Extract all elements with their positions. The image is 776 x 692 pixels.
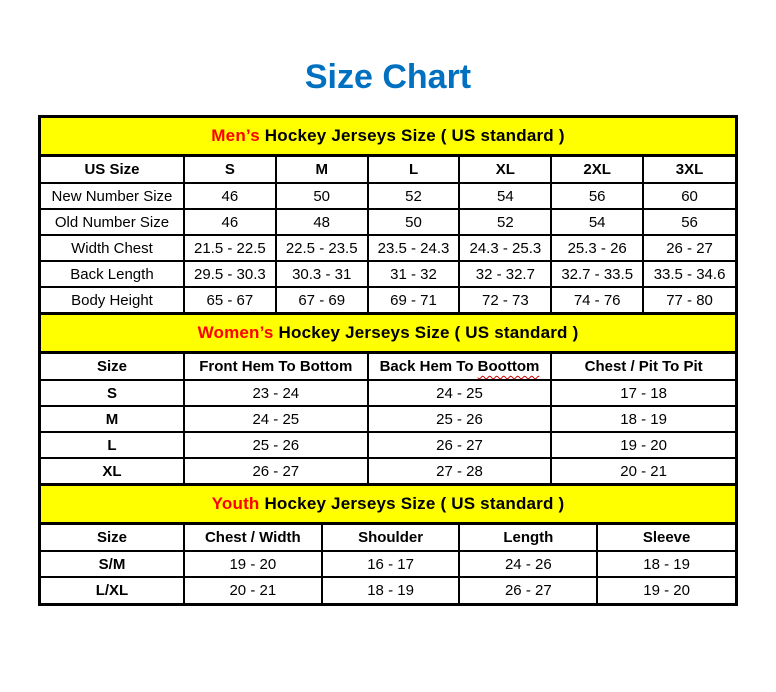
mens-column-header: 2XL: [551, 157, 643, 183]
youth-section-title: [41, 485, 735, 525]
size-cell: 46: [184, 183, 276, 209]
womens-section: [41, 314, 735, 485]
womens-section-title: [41, 314, 735, 354]
womens-size-table: [41, 354, 735, 485]
section-title-highlight: Women’s: [197, 323, 274, 342]
size-chart: [38, 115, 738, 606]
size-cell: 50: [368, 209, 460, 235]
youth-column-header: Size: [41, 525, 184, 551]
womens-row-label: M: [41, 406, 184, 432]
size-cell: 26 - 27: [459, 577, 597, 603]
size-cell: 52: [459, 209, 551, 235]
column-header-row: [41, 354, 735, 380]
size-cell: 23 - 24: [184, 380, 368, 406]
size-cell: 60: [643, 183, 735, 209]
size-cell: 33.5 - 34.6: [643, 261, 735, 287]
mens-column-header: US Size: [41, 157, 184, 183]
table-row: [41, 261, 735, 287]
page-title: Size Chart: [304, 58, 472, 96]
table-row: [41, 577, 735, 603]
youth-column-header: Sleeve: [597, 525, 735, 551]
size-cell: 25 - 26: [368, 406, 552, 432]
table-row: [41, 235, 735, 261]
size-cell: 25 - 26: [184, 432, 368, 458]
size-cell: 56: [643, 209, 735, 235]
size-cell: 56: [551, 183, 643, 209]
section-title-text: Hockey Jerseys Size ( US standard ): [259, 494, 565, 513]
section-title-text: Hockey Jerseys Size ( US standard ): [273, 323, 579, 342]
table-row: [41, 209, 735, 235]
mens-size-table: [41, 157, 735, 314]
size-cell: 29.5 - 30.3: [184, 261, 276, 287]
size-cell: 18 - 19: [322, 577, 460, 603]
womens-column-header: Chest / Pit To Pit: [551, 354, 735, 380]
column-header-row: [41, 525, 735, 551]
size-cell: 54: [459, 183, 551, 209]
size-cell: 46: [184, 209, 276, 235]
size-cell: 65 - 67: [184, 287, 276, 313]
size-cell: 16 - 17: [322, 551, 460, 577]
mens-section: [41, 118, 735, 314]
section-title-highlight: Youth: [211, 494, 260, 513]
size-cell: 67 - 69: [276, 287, 368, 313]
misspelled-word: Boottom: [477, 358, 540, 375]
table-row: [41, 287, 735, 313]
womens-column-header: Front Hem To Bottom: [184, 354, 368, 380]
size-cell: 52: [368, 183, 460, 209]
table-row: [41, 183, 735, 209]
mens-row-label: New Number Size: [41, 183, 184, 209]
size-cell: 72 - 73: [459, 287, 551, 313]
size-cell: 26 - 27: [184, 458, 368, 484]
mens-row-label: Body Height: [41, 287, 184, 313]
youth-column-header: Shoulder: [322, 525, 460, 551]
mens-row-label: Old Number Size: [41, 209, 184, 235]
youth-column-header: Chest / Width: [184, 525, 322, 551]
womens-row-label: L: [41, 432, 184, 458]
size-cell: 19 - 20: [597, 577, 735, 603]
size-cell: 69 - 71: [368, 287, 460, 313]
youth-row-label: L/XL: [41, 577, 184, 603]
size-cell: 24 - 25: [368, 380, 552, 406]
mens-column-header: L: [368, 157, 460, 183]
size-cell: 25.3 - 26: [551, 235, 643, 261]
section-title-text: Hockey Jerseys Size ( US standard ): [259, 126, 565, 145]
size-cell: 32.7 - 33.5: [551, 261, 643, 287]
size-cell: 20 - 21: [184, 577, 322, 603]
size-cell: 32 - 32.7: [459, 261, 551, 287]
youth-section: [41, 485, 735, 603]
size-cell: 26 - 27: [368, 432, 552, 458]
size-cell: 23.5 - 24.3: [368, 235, 460, 261]
mens-row-label: Back Length: [41, 261, 184, 287]
youth-row-label: S/M: [41, 551, 184, 577]
size-cell: 19 - 20: [551, 432, 735, 458]
size-cell: 27 - 28: [368, 458, 552, 484]
size-cell: 17 - 18: [551, 380, 735, 406]
size-cell: 22.5 - 23.5: [276, 235, 368, 261]
size-cell: 30.3 - 31: [276, 261, 368, 287]
size-cell: 77 - 80: [643, 287, 735, 313]
size-cell: 26 - 27: [643, 235, 735, 261]
mens-column-header: S: [184, 157, 276, 183]
mens-section-title: [41, 118, 735, 157]
youth-column-header: Length: [459, 525, 597, 551]
column-header-row: [41, 157, 735, 183]
size-cell: 24 - 26: [459, 551, 597, 577]
table-row: [41, 406, 735, 432]
mens-column-header: 3XL: [643, 157, 735, 183]
mens-column-header: XL: [459, 157, 551, 183]
size-cell: 18 - 19: [551, 406, 735, 432]
size-cell: 24 - 25: [184, 406, 368, 432]
youth-size-table: [41, 525, 735, 603]
size-cell: 21.5 - 22.5: [184, 235, 276, 261]
womens-column-header: [368, 354, 552, 380]
size-cell: 20 - 21: [551, 458, 735, 484]
size-cell: 31 - 32: [368, 261, 460, 287]
size-cell: 18 - 19: [597, 551, 735, 577]
section-title-highlight: Men’s: [211, 126, 260, 145]
womens-row-label: XL: [41, 458, 184, 484]
table-row: [41, 380, 735, 406]
table-row: [41, 432, 735, 458]
table-row: [41, 458, 735, 484]
size-cell: 19 - 20: [184, 551, 322, 577]
womens-row-label: S: [41, 380, 184, 406]
size-cell: 48: [276, 209, 368, 235]
size-cell: 74 - 76: [551, 287, 643, 313]
size-cell: 50: [276, 183, 368, 209]
size-cell: 54: [551, 209, 643, 235]
table-row: [41, 551, 735, 577]
size-cell: 24.3 - 25.3: [459, 235, 551, 261]
womens-column-header: Size: [41, 354, 184, 380]
column-header-prefix: Back Hem To: [379, 358, 478, 375]
mens-column-header: M: [276, 157, 368, 183]
mens-row-label: Width Chest: [41, 235, 184, 261]
